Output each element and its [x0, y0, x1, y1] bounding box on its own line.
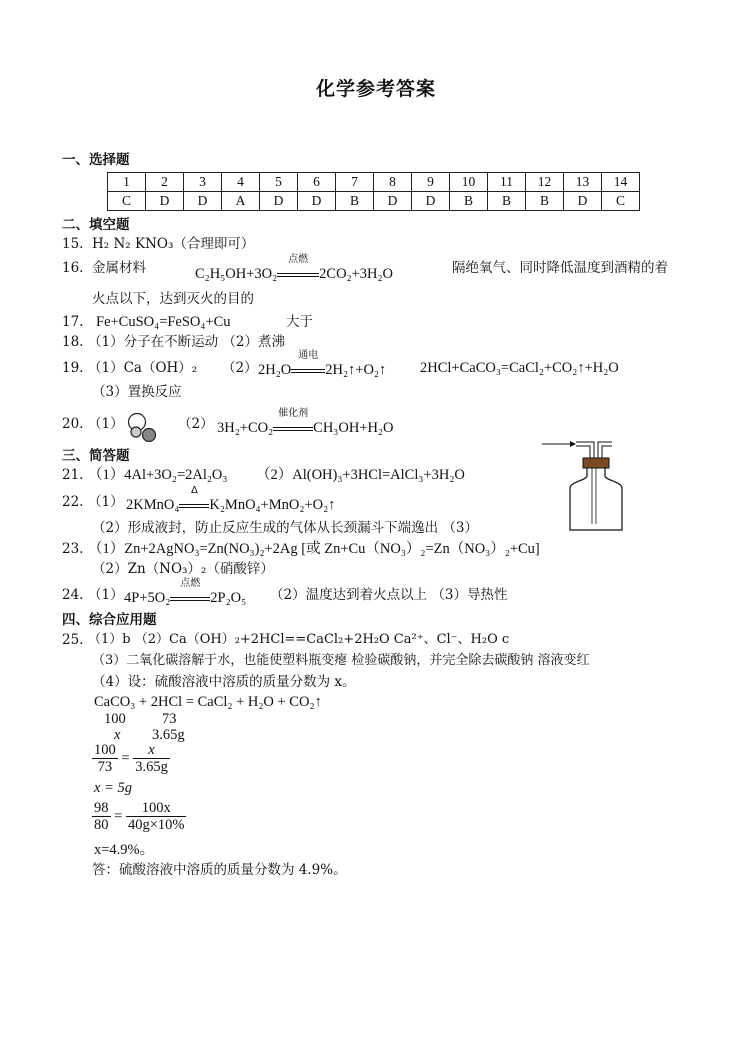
q22-equation [126, 485, 336, 513]
q25-frac2-right-den: 40g×10% [127, 817, 185, 833]
q23-answer-a: （1）Zn+2AgNO₃=Zn(NO₃)₂+2Ag [或 Zn+Cu（NO₃）₂=Zn（NO₃）₂+Cu] [88, 541, 540, 557]
answer-table-number-cell: 10 [450, 173, 488, 192]
q25-result-1: x = 5g [94, 780, 132, 796]
q19-equation-1 [258, 350, 387, 378]
q24-eq-left: 4P+5O₂ [124, 590, 171, 606]
answer-table-answer-cell: B [526, 192, 564, 211]
q24-eq-right: 2P₂O₅ [210, 590, 247, 606]
q22-answer-b: （2）形成液封，防止反应生成的气体从长颈漏斗下端逸出 （3） [92, 520, 478, 536]
q19-eq1-left: 2H₂O [258, 362, 292, 378]
q25-frac1-right-den: 3.65g [135, 759, 168, 775]
q20-equation [217, 408, 394, 436]
answer-table-answer-cell: D [146, 192, 184, 211]
q25-fraction-2: $\frac{98}{80}$ = $\frac{100x}{40g\times 10\%}$ [94, 800, 185, 833]
q20-eq-right: CH₃OH+H₂O [313, 420, 394, 436]
q16-answer-b: 隔绝氧气、同时降低温度到酒精的着 [452, 260, 668, 276]
q15-number: 15. [62, 236, 84, 252]
answer-table-number-cell: 11 [488, 173, 526, 192]
answer-table-answer-cell: A [222, 192, 260, 211]
section-heading-comprehensive: 四、综合应用题 [62, 612, 157, 628]
q20-condition-label: 催化剂 [278, 408, 309, 419]
q25-mass-caco3: 100 [104, 711, 126, 727]
answer-table-number-cell: 13 [564, 173, 602, 192]
answer-table-answer-cell: D [412, 192, 450, 211]
q19-answer-a: （1）Ca（OH）₂ [88, 360, 198, 376]
answer-table-answer-cell: D [298, 192, 336, 211]
q19-eq1-right: 2H₂↑+O₂↑ [325, 362, 387, 378]
q16-eq-left: C₂H₅OH+3O₂ [195, 266, 278, 282]
section-heading-fill: 二、填空题 [62, 217, 130, 233]
q19-condition [291, 350, 325, 378]
answer-table-number-row [108, 173, 640, 192]
q25-var-hcl: 3.65g [152, 727, 185, 743]
q25-frac2-right [126, 800, 187, 833]
answer-table-number-cell: 14 [602, 173, 640, 192]
q25-line-2: （3）二氧化碳溶解于水，也能使塑料瓶变瘪 检验碳酸钠，并完全除去碳酸钠 溶液变红 [92, 653, 590, 668]
molecule-atom-dark [143, 429, 156, 442]
inlet-tube [576, 442, 594, 460]
answer-table-number-cell: 12 [526, 173, 564, 192]
q25-fraction-1: $\frac{100}{73}$ = $\frac{x}{3.65g}$ [94, 742, 168, 775]
answer-table-number-cell: 2 [146, 173, 184, 192]
q19-number: 19. [62, 360, 84, 376]
q24-equation [124, 578, 247, 606]
q24-condition [170, 578, 210, 606]
q25-number: 25. [62, 632, 84, 648]
q25-frac1-left-num: 100 [94, 742, 116, 758]
q25-frac1-left-den: 73 [97, 759, 113, 775]
q22-eq-right: K₂MnO₄+MnO₂+O₂↑ [209, 497, 336, 513]
q25-frac2-left-num: 98 [94, 800, 109, 816]
q22-eq-left: 2KMnO₄ [126, 497, 180, 513]
answer-table-number-cell: 4 [222, 173, 260, 192]
answer-table-number-cell: 3 [184, 173, 222, 192]
q21-number: 21. [62, 467, 84, 483]
q16-condition [277, 254, 319, 282]
q17-equation: Fe+CuSO₄=FeSO₄+Cu [96, 314, 231, 330]
q20-answer-a: （1） [88, 416, 124, 432]
q18-answer: （1）分子在不断运动 （2）煮沸 [88, 334, 285, 350]
q25-var-x: x [114, 727, 121, 743]
q16-equation [195, 254, 394, 282]
q15-answer: H₂ N₂ KNO₃（合理即可） [92, 236, 255, 252]
answer-table-answer-cell: D [260, 192, 298, 211]
q16-number: 16. [62, 260, 84, 276]
q25-frac1-right-num: x [133, 742, 170, 759]
page-title: 化学参考答案 [315, 78, 436, 100]
q25-final-answer: 答：硫酸溶液中溶质的质量分数为 4.9%。 [92, 862, 347, 878]
answer-table-answer-cell: C [108, 192, 146, 211]
q17-number: 17. [62, 314, 84, 330]
q25-frac2-left-den: 80 [94, 817, 109, 833]
answer-table-number-cell: 5 [260, 173, 298, 192]
answer-table-answer-cell: B [336, 192, 374, 211]
molecule-atom-small [131, 427, 141, 437]
answer-table-number-cell: 9 [412, 173, 450, 192]
q19-answer-c: （3）置换反应 [92, 384, 182, 400]
answer-table-number-cell: 1 [108, 173, 146, 192]
q25-line-1: （1）b （2）Ca（OH）₂+2HCl==CaCl₂+2H₂O Ca²⁺、Cl⁻、H₂O c [88, 632, 510, 647]
q20-number: 20. [62, 416, 84, 432]
q25-result-2: x=4.9%。 [94, 842, 155, 858]
gas-bottle-diagram [540, 436, 640, 536]
q16-answer-a: 金属材料 [92, 260, 146, 276]
outlet-tube [598, 442, 612, 460]
q17-answer-b: 大于 [286, 314, 313, 330]
q25-reaction: CaCO₃ + 2HCl = CaCl₂ + H₂O + CO₂↑ [94, 694, 322, 710]
q24-condition-label: 点燃 [180, 578, 201, 589]
q25-frac1-right [133, 742, 170, 775]
answer-table-answer-cell: C [602, 192, 640, 211]
q25-line-3: （4）设：硫酸溶液中溶质的质量分数为 x。 [92, 674, 356, 690]
q19-answer-b: （2） [222, 360, 258, 376]
answer-table-answer-cell: D [564, 192, 602, 211]
answer-table-number-cell: 7 [336, 173, 374, 192]
q22-condition [179, 485, 209, 513]
answer-table-answer-cell: D [374, 192, 412, 211]
q22-answer-a: （1） [88, 494, 124, 510]
section-heading-short: 三、简答题 [62, 448, 130, 464]
q20-answer-b: （2） [178, 416, 214, 432]
answer-table-answer-cell: D [184, 192, 222, 211]
answer-table-answer-cell: B [488, 192, 526, 211]
q22-condition-label: Δ [190, 485, 198, 496]
q16-answer-c: 火点以下，达到灭火的目的 [92, 291, 254, 307]
q25-frac1-left [92, 742, 118, 775]
q24-answer-b: （2）温度达到着火点以上 （3）导热性 [270, 587, 508, 603]
answer-table-answer-row [108, 192, 640, 211]
q21-answer-b: （2）Al(OH)₃+3HCl=AlCl₃+3H₂O [256, 467, 465, 483]
q19-condition-label: 通电 [298, 350, 319, 361]
q16-eq-right: 2CO₂+3H₂O [319, 266, 394, 282]
q20-condition [273, 408, 313, 436]
q25-mass-hcl: 73 [162, 711, 177, 727]
section-heading-choice: 一、选择题 [62, 152, 130, 168]
answer-table-number-cell: 8 [374, 173, 412, 192]
q25-frac2-left [92, 800, 111, 833]
q24-number: 24. [62, 587, 84, 603]
q25-frac2-right-num: 100x [126, 800, 187, 817]
q24-answer-a: （1） [88, 587, 124, 603]
bottle-stopper [583, 458, 609, 468]
q18-number: 18. [62, 334, 84, 350]
q22-number: 22. [62, 494, 84, 510]
q16-condition-label: 点燃 [288, 254, 309, 265]
q19-equation-2: 2HCl+CaCO₃=CaCl₂+CO₂↑+H₂O [420, 360, 619, 376]
molecule-model-icon [124, 410, 160, 442]
gas-inlet-arrow-head [570, 441, 576, 447]
answer-table [107, 172, 640, 211]
answer-table-number-cell: 6 [298, 173, 336, 192]
q20-eq-left: 3H₂+CO₂ [217, 420, 274, 436]
q23-answer-b: （2）Zn（NO₃）₂（硝酸锌） [92, 561, 274, 577]
q21-answer-a: （1）4Al+3O₂=2Al₂O₃ [88, 467, 228, 483]
answer-table-answer-cell: B [450, 192, 488, 211]
q23-number: 23. [62, 541, 84, 557]
